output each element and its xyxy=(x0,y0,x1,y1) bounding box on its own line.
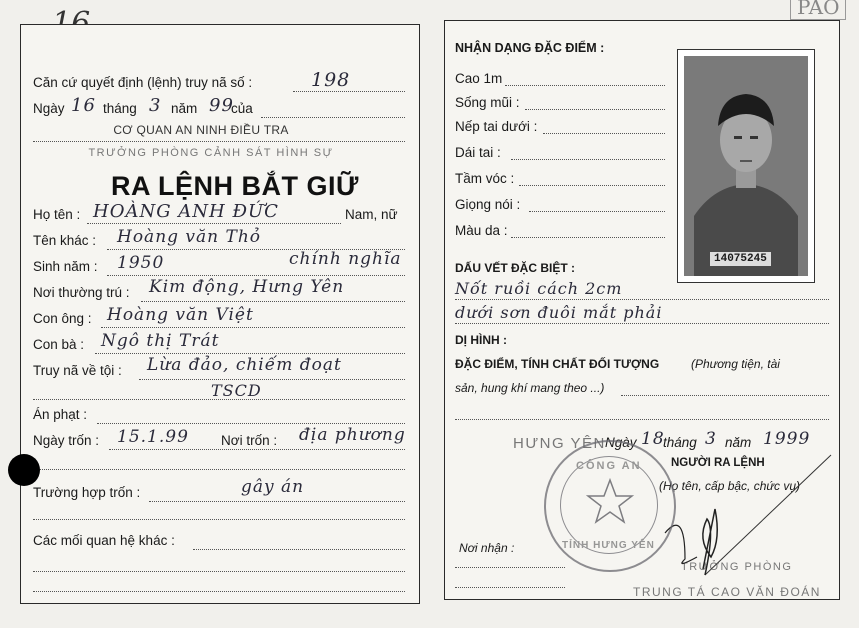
escape-case-value: gây án xyxy=(241,477,305,497)
date-prefix: Ngày xyxy=(33,101,65,116)
earlobe-label: Dái tai : xyxy=(455,145,501,160)
star-emblem-icon xyxy=(586,478,634,526)
date-year-label: năm xyxy=(171,101,198,116)
birth-label: Sinh năm : xyxy=(33,259,98,274)
issue-place: HƯNG YÊN xyxy=(513,435,606,452)
father-value: Hoàng văn Việt xyxy=(107,305,254,325)
issuer-note: (Họ tên, cấp bậc, chức vụ) xyxy=(659,479,800,493)
signer-name: TRUNG TÁ CAO VĂN ĐOÁN xyxy=(633,585,821,599)
marks-value-2: dưới sơn đuôi mắt phải xyxy=(455,303,663,322)
issue-date-prefix: Ngày xyxy=(605,435,637,450)
portrait-image xyxy=(684,56,808,276)
sentence-label: Án phạt : xyxy=(33,407,88,422)
agency-line-1: CƠ QUAN AN NINH ĐIỀU TRA xyxy=(113,123,289,137)
marks-header: DẤU VẾT ĐẶC BIỆT : xyxy=(455,261,575,275)
issue-date-month-label: tháng xyxy=(663,435,697,450)
agency-line-2: TRƯỞNG PHÒNG CẢNH SÁT HÌNH SỰ xyxy=(88,147,334,159)
alias-label: Tên khác : xyxy=(33,233,97,248)
escape-date-value: 15.1.99 xyxy=(117,427,189,447)
escape-case-label: Trường hợp trốn : xyxy=(33,485,141,500)
suspect-photo xyxy=(677,49,815,283)
official-seal xyxy=(544,440,676,572)
issue-date-month: 3 xyxy=(705,429,717,449)
father-label: Con ông : xyxy=(33,311,92,326)
mother-value: Ngô thị Trát xyxy=(101,331,220,351)
residence-label: Nơi thường trú : xyxy=(33,285,130,300)
escape-place-value: địa phương xyxy=(299,425,406,445)
nose-label: Sống mũi : xyxy=(455,95,520,110)
crime-value-2: TSCD xyxy=(211,381,262,400)
issue-date-day: 18 xyxy=(641,429,665,449)
skin-label: Màu da : xyxy=(455,223,508,238)
stamp-bottom-text: TỈNH HƯNG YÊN xyxy=(562,540,655,551)
ear-fold-label: Nếp tai dưới : xyxy=(455,119,538,134)
traits-note-2: sản, hung khí mang theo ...) xyxy=(455,381,605,395)
build-label: Tầm vóc : xyxy=(455,171,515,186)
signer-title: TRƯỞNG PHÒNG xyxy=(681,561,793,573)
birth-value: 1950 xyxy=(117,253,165,273)
decision-number: 198 xyxy=(311,69,351,91)
escape-date-label: Ngày trốn : xyxy=(33,433,100,448)
voice-label: Giọng nói : xyxy=(455,197,521,212)
deformity-header: DỊ HÌNH : xyxy=(455,333,507,347)
photo-number: 14075245 xyxy=(710,252,771,266)
traits-note-1: (Phương tiện, tài xyxy=(691,357,780,371)
alias-value: Hoàng văn Thỏ xyxy=(117,227,262,247)
crime-value-1: Lừa đảo, chiếm đoạt xyxy=(147,355,342,375)
document-title: RA LỆNH BẮT GIỮ xyxy=(111,171,359,201)
name-label: Họ tên : xyxy=(33,207,81,222)
date-year: 99 xyxy=(209,95,234,116)
recipient-label: Nơi nhận : xyxy=(459,541,515,555)
decision-label: Căn cứ quyết định (lệnh) truy nã số : xyxy=(33,75,253,90)
traits-header: ĐẶC ĐIỂM, TÍNH CHẤT ĐỐI TƯỢNG xyxy=(455,357,660,371)
id-header: NHẬN DẠNG ĐẶC ĐIỂM : xyxy=(455,41,605,55)
crime-label: Truy nã về tội : xyxy=(33,363,122,378)
date-day: 16 xyxy=(71,95,96,116)
name-value: HOÀNG ANH ĐỨC xyxy=(93,201,279,222)
stamp-top-text: CÔNG AN xyxy=(576,460,642,472)
punch-hole xyxy=(8,454,40,486)
residence-value: Kim động, Hưng Yên xyxy=(149,277,345,297)
relations-label: Các mối quan hệ khác : xyxy=(33,533,175,548)
marks-value-1: Nốt ruồi cách 2cm xyxy=(455,279,623,298)
date-month-label: tháng xyxy=(103,101,137,116)
issuer-header: NGƯỜI RA LỆNH xyxy=(671,457,765,469)
corner-tag: PAO xyxy=(790,0,846,20)
date-month: 3 xyxy=(149,95,162,116)
birth-place: chính nghĩa xyxy=(289,249,402,269)
issue-date-year: 1999 xyxy=(763,429,811,449)
date-suffix: của xyxy=(231,101,253,116)
escape-place-label: Nơi trốn : xyxy=(221,433,278,448)
mother-label: Con bà : xyxy=(33,337,85,352)
warrant-left-card xyxy=(20,24,420,604)
height-label: Cao 1m xyxy=(455,71,503,86)
gender-label: Nam, nữ xyxy=(345,207,398,222)
issue-date-year-label: năm xyxy=(725,435,752,450)
